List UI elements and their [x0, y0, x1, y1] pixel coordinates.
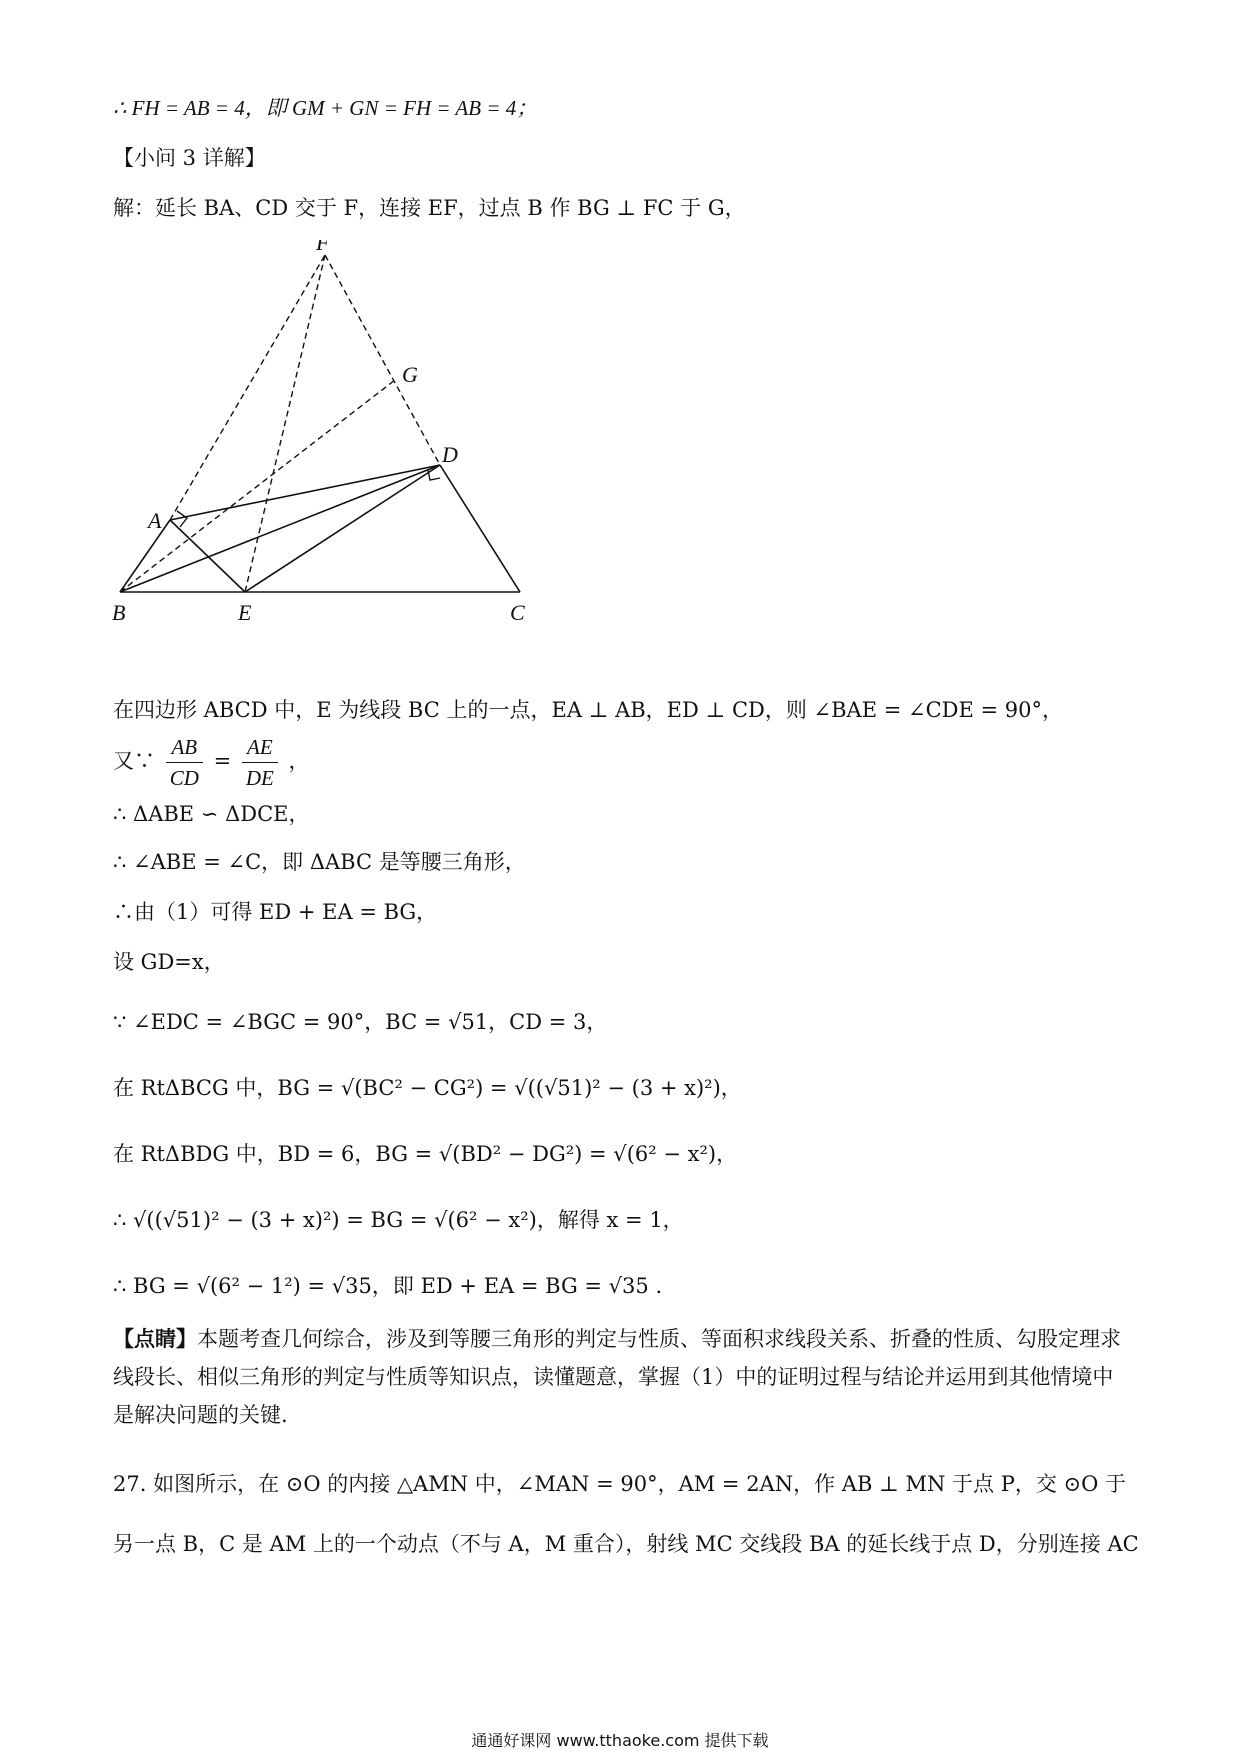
dianjing-tag: 【点睛】 — [113, 1326, 197, 1351]
subquestion-3-heading: 【小问 3 详解】 — [113, 146, 266, 170]
label-g: G — [402, 362, 418, 387]
segment-fd-dashed — [325, 255, 440, 465]
problem-27-line-1: 27. 如图所示，在 ⊙O 的内接 △AMN 中，∠MAN = 90°，AM = 2AN，作 AB ⊥ MN 于点 P，交 ⊙O 于 — [113, 1472, 1126, 1496]
isosceles-statement: ∴ ∠ABE = ∠C，即 ΔABC 是等腰三角形， — [113, 850, 526, 874]
segment-dc — [440, 465, 520, 592]
right-angles-given: ∵ ∠EDC = ∠BGC = 90°，BC = √51，CD = 3， — [113, 1010, 608, 1034]
segment-ad — [170, 465, 440, 520]
geometry-figure-svg — [110, 240, 550, 630]
fraction-den-cd: CD — [169, 766, 199, 790]
fraction-den-de: DE — [245, 766, 274, 790]
fraction-ab-cd — [166, 732, 203, 793]
geometry-figure — [110, 240, 550, 634]
fraction-num-ae: AE — [242, 732, 278, 763]
label-a: A — [148, 508, 162, 533]
problem-27-line-2: 另一点 B，C 是 AM 上的一个动点（不与 A，M 重合），射线 MC 交线段 BA 的延长线于点 D，分别连接 AC — [113, 1532, 1139, 1556]
quadrilateral-statement: 在四边形 ABCD 中，E 为线段 BC 上的一点，EA ⊥ AB，ED ⊥ CD，则 ∠BAE = ∠CDE = 90°， — [113, 698, 1063, 722]
dianjing-text: 本题考查几何综合，涉及到等腰三角形的判定与性质、等面积求线段关系、折叠的性质、勾股定理求线段长、相似三角形的判定与性质等知识点，读懂题意，掌握（1）中的证明过程与结论并运用到其他情境中是解决问题的关键. — [113, 1327, 1121, 1427]
fraction-num-ab: AB — [166, 732, 203, 763]
label-d: D — [442, 442, 458, 467]
segment-fe-dashed — [245, 255, 325, 592]
label-f: F — [316, 240, 330, 255]
let-gd-x: 设 GD=x， — [113, 950, 225, 974]
label-b: B — [112, 600, 126, 625]
dianjing-paragraph — [113, 1320, 1123, 1434]
label-c: C — [510, 600, 525, 625]
rt-bcg-equation: 在 RtΔBCG 中，BG = √(BC² − CG²) = √((√51)² − (3 + x)²)， — [113, 1076, 742, 1100]
segment-ba — [120, 520, 170, 592]
label-e: E — [238, 600, 252, 625]
segment-ae — [170, 520, 245, 592]
fraction-suffix: ， — [288, 749, 310, 773]
line-fh-ab: ∴ FH = AB = 4，即 GM + GN = FH = AB = 4； — [113, 96, 538, 120]
segment-af-dashed — [170, 255, 325, 520]
ed-ea-bg-statement: ∴由（1）可得 ED + EA = BG， — [113, 900, 438, 924]
segment-bg-dashed — [120, 380, 395, 592]
bg-result: ∴ BG = √(6² − 1²) = √35，即 ED + EA = BG = √35 . — [113, 1274, 663, 1298]
segment-bd — [120, 465, 440, 592]
rt-bdg-equation: 在 RtΔBDG 中，BD = 6，BG = √(BD² − DG²) = √(6² − x²)， — [113, 1142, 738, 1166]
fraction-equals: = — [213, 749, 232, 773]
page-footer: 通通好课网 www.tthaoke.com 提供下载 — [471, 1731, 769, 1750]
fraction-prefix: 又∵ — [113, 749, 155, 773]
solve-x-equation: ∴ √((√51)² − (3 + x)²) = BG = √(6² − x²)，解得 x = 1， — [113, 1208, 684, 1232]
solution-intro: 解：延长 BA、CD 交于 F，连接 EF，过点 B 作 BG ⊥ FC 于 G， — [113, 196, 746, 220]
similar-triangles: ∴ ΔABE ∽ ΔDCE， — [113, 802, 310, 826]
fraction-ae-de — [242, 732, 278, 793]
fraction-line — [113, 732, 310, 793]
